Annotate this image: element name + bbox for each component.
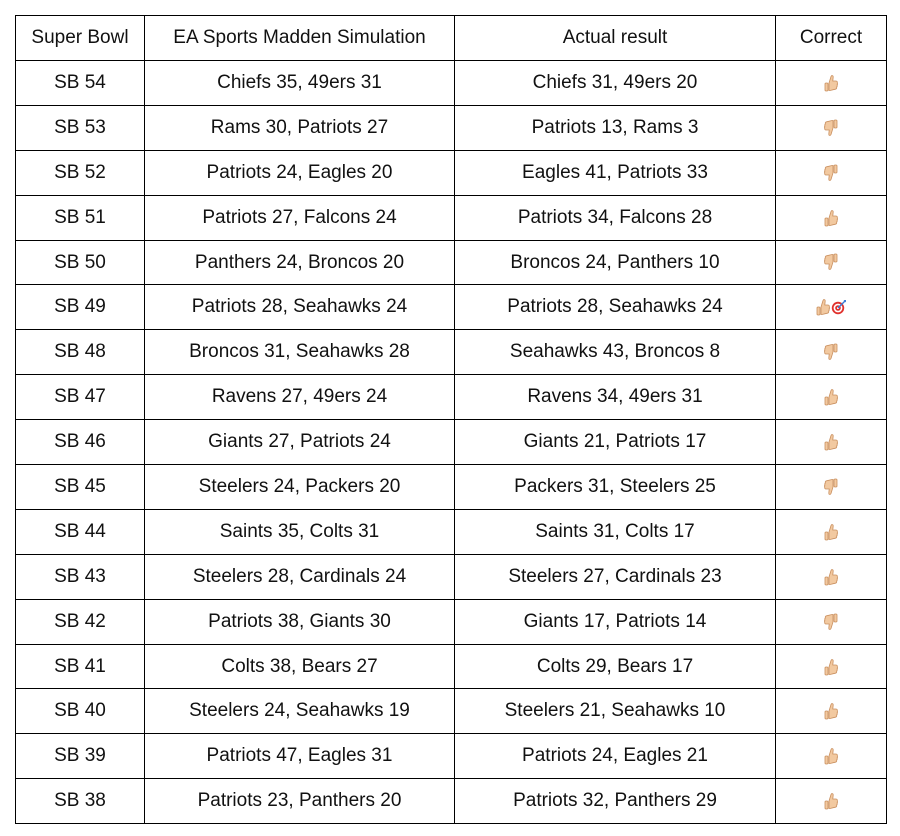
cell-simulation: Panthers 24, Broncos 20 [145,240,455,285]
cell-super-bowl: SB 54 [16,61,145,106]
cell-actual-result: Patriots 28, Seahawks 24 [455,285,776,330]
cell-simulation: Saints 35, Colts 31 [145,509,455,554]
cell-simulation: Patriots 27, Falcons 24 [145,195,455,240]
cell-correct [776,599,887,644]
table-row [16,554,887,599]
cell-actual-result: Broncos 24, Panthers 10 [455,240,776,285]
cell-correct [776,509,887,554]
cell-correct [776,105,887,150]
cell-actual-result: Seahawks 43, Broncos 8 [455,330,776,375]
table-row [16,599,887,644]
cell-super-bowl: SB 44 [16,509,145,554]
cell-simulation: Patriots 38, Giants 30 [145,599,455,644]
cell-simulation: Steelers 24, Seahawks 19 [145,689,455,734]
cell-simulation: Patriots 23, Panthers 20 [145,779,455,824]
cell-simulation: Patriots 47, Eagles 31 [145,734,455,779]
table-row [16,240,887,285]
table-row [16,509,887,554]
thumbs-down-icon [824,164,838,182]
cell-correct [776,61,887,106]
cell-simulation: Colts 38, Bears 27 [145,644,455,689]
cell-actual-result: Patriots 24, Eagles 21 [455,734,776,779]
table-row [16,420,887,465]
table-row [16,61,887,106]
thumbs-up-icon [824,747,838,765]
thumbs-down-icon [824,343,838,361]
table-row [16,285,887,330]
thumbs-down-icon [824,478,838,496]
cell-correct [776,285,887,330]
cell-actual-result: Colts 29, Bears 17 [455,644,776,689]
cell-correct [776,420,887,465]
cell-super-bowl: SB 43 [16,554,145,599]
cell-correct [776,375,887,420]
cell-correct [776,330,887,375]
cell-actual-result: Patriots 34, Falcons 28 [455,195,776,240]
cell-super-bowl: SB 42 [16,599,145,644]
cell-correct [776,554,887,599]
thumbs-down-icon [824,253,838,271]
thumbs-up-icon [824,388,838,406]
table-row [16,375,887,420]
thumbs-up-icon [824,658,838,676]
thumbs-up-icon [824,74,838,92]
thumbs-up-icon [824,209,838,227]
cell-super-bowl: SB 46 [16,420,145,465]
cell-correct [776,465,887,510]
thumbs-up-icon [816,298,830,316]
table-row [16,465,887,510]
header-actual-result: Actual result [455,16,776,61]
cell-actual-result: Steelers 27, Cardinals 23 [455,554,776,599]
cell-correct [776,779,887,824]
cell-super-bowl: SB 47 [16,375,145,420]
cell-super-bowl: SB 41 [16,644,145,689]
table-row [16,195,887,240]
cell-super-bowl: SB 40 [16,689,145,734]
cell-actual-result: Chiefs 31, 49ers 20 [455,61,776,106]
cell-actual-result: Eagles 41, Patriots 33 [455,150,776,195]
table-row [16,644,887,689]
cell-correct [776,689,887,734]
cell-super-bowl: SB 53 [16,105,145,150]
cell-simulation: Steelers 28, Cardinals 24 [145,554,455,599]
cell-simulation: Patriots 24, Eagles 20 [145,150,455,195]
table-row [16,734,887,779]
cell-simulation: Patriots 28, Seahawks 24 [145,285,455,330]
cell-actual-result: Giants 17, Patriots 14 [455,599,776,644]
cell-super-bowl: SB 51 [16,195,145,240]
header-row [16,16,887,61]
cell-correct [776,734,887,779]
cell-actual-result: Packers 31, Steelers 25 [455,465,776,510]
thumbs-up-icon [824,568,838,586]
cell-simulation: Chiefs 35, 49ers 31 [145,61,455,106]
thumbs-up-icon [824,433,838,451]
cell-actual-result: Patriots 13, Rams 3 [455,105,776,150]
cell-correct [776,240,887,285]
cell-super-bowl: SB 49 [16,285,145,330]
table-row [16,105,887,150]
cell-super-bowl: SB 39 [16,734,145,779]
cell-super-bowl: SB 48 [16,330,145,375]
results-table [15,15,887,824]
cell-actual-result: Patriots 32, Panthers 29 [455,779,776,824]
header-madden-simulation: EA Sports Madden Simulation [145,16,455,61]
header-super-bowl: Super Bowl [16,16,145,61]
table-row [16,150,887,195]
thumbs-down-icon [824,119,838,137]
table-row [16,779,887,824]
cell-actual-result: Giants 21, Patriots 17 [455,420,776,465]
thumbs-up-icon [824,523,838,541]
cell-super-bowl: SB 45 [16,465,145,510]
header-correct: Correct [776,16,887,61]
cell-actual-result: Steelers 21, Seahawks 10 [455,689,776,734]
cell-correct [776,644,887,689]
thumbs-down-icon [824,613,838,631]
bullseye-icon [831,299,847,315]
cell-simulation: Broncos 31, Seahawks 28 [145,330,455,375]
cell-correct [776,150,887,195]
cell-super-bowl: SB 50 [16,240,145,285]
cell-super-bowl: SB 38 [16,779,145,824]
cell-simulation: Ravens 27, 49ers 24 [145,375,455,420]
cell-simulation: Rams 30, Patriots 27 [145,105,455,150]
cell-super-bowl: SB 52 [16,150,145,195]
cell-actual-result: Ravens 34, 49ers 31 [455,375,776,420]
cell-simulation: Steelers 24, Packers 20 [145,465,455,510]
cell-simulation: Giants 27, Patriots 24 [145,420,455,465]
table-row [16,689,887,734]
thumbs-up-icon [824,792,838,810]
table-row [16,330,887,375]
cell-correct [776,195,887,240]
cell-actual-result: Saints 31, Colts 17 [455,509,776,554]
thumbs-up-icon [824,702,838,720]
